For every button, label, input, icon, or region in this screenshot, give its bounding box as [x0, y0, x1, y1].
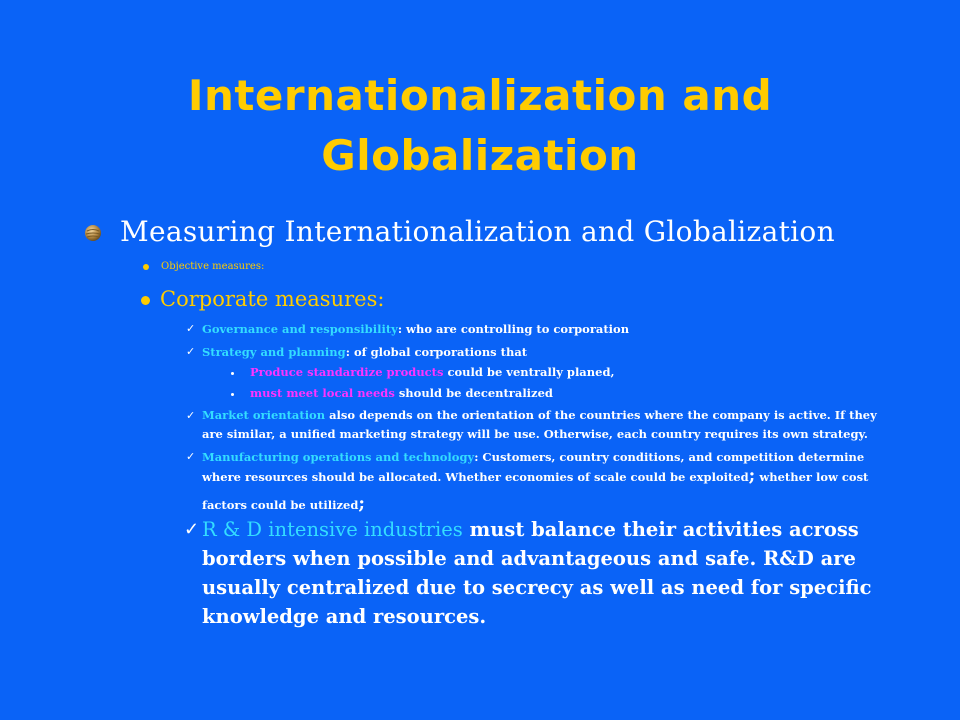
- item-governance: [202, 320, 892, 339]
- title-line-2: Globalization: [321, 131, 639, 180]
- item-key: Manufacturing operations and technology: [202, 450, 475, 464]
- item-text-line4: knowledge and resources.: [202, 605, 487, 628]
- item-text-line1: must balance their activities across: [462, 518, 859, 541]
- item-text: : of global corporations that: [345, 345, 528, 359]
- item-manufacturing: [202, 447, 892, 515]
- item-text: : who are controlling to corporation: [397, 322, 630, 336]
- item-text-line1: also depends on the orientation of the countries where the company is active. If they: [325, 408, 877, 422]
- bullet-dot-icon: [141, 296, 150, 305]
- subitem-standardize: [250, 364, 615, 380]
- item-text-line3: usually centralized due to secrecy as well as need for specific: [202, 576, 872, 599]
- item-text-line2b: whether low cost: [755, 470, 869, 484]
- item-key: Market orientation: [202, 408, 326, 422]
- item-rd-intensive: [202, 515, 902, 631]
- semicolon: ;: [358, 493, 366, 514]
- subitem-local-needs: [250, 385, 553, 401]
- heading-measuring: Measuring Internationalization and Globalization: [120, 215, 835, 248]
- item-market-orientation: [202, 406, 892, 444]
- objective-measures: Objective measures:: [161, 261, 265, 272]
- item-text-line2: borders when possible and advantageous and safe. R&D are: [202, 547, 856, 570]
- checkmark-icon: ✓: [186, 322, 196, 335]
- subitem-key: Produce standardize products: [250, 365, 444, 379]
- checkmark-icon: ✓: [186, 345, 196, 358]
- checkmark-icon: ✓: [184, 519, 200, 540]
- item-text-line2: where resources should be allocated. Whether economies of scale could be exploited: [202, 470, 749, 484]
- item-key: R & D intensive industries: [202, 518, 463, 541]
- subitem-text: should be decentralized: [394, 386, 553, 400]
- subitem-key: must meet local needs: [250, 386, 395, 400]
- item-text-line1: : Customers, country conditions, and competition determine: [474, 450, 865, 464]
- title-line-1: Internationalization and: [187, 71, 773, 120]
- item-text-line3: factors could be utilized: [202, 498, 359, 512]
- semicolon: ;: [748, 465, 756, 486]
- corporate-measures: Corporate measures:: [160, 287, 385, 311]
- globe-bullet-icon: [84, 224, 102, 242]
- item-strategy: [202, 343, 892, 362]
- item-text-line2: are similar, a unified marketing strategy will be use. Otherwise, each country requires its own strategy.: [202, 427, 868, 441]
- sub-bullet-icon: [231, 372, 234, 375]
- item-key: Governance and responsibility: [202, 322, 398, 336]
- bullet-dot-icon: [143, 264, 149, 270]
- checkmark-icon: ✓: [186, 409, 196, 422]
- sub-bullet-icon: [231, 393, 234, 396]
- checkmark-icon: ✓: [186, 450, 196, 463]
- slide-title: [90, 66, 870, 186]
- item-key: Strategy and planning: [202, 345, 346, 359]
- subitem-text: could be ventrally planed,: [443, 365, 615, 379]
